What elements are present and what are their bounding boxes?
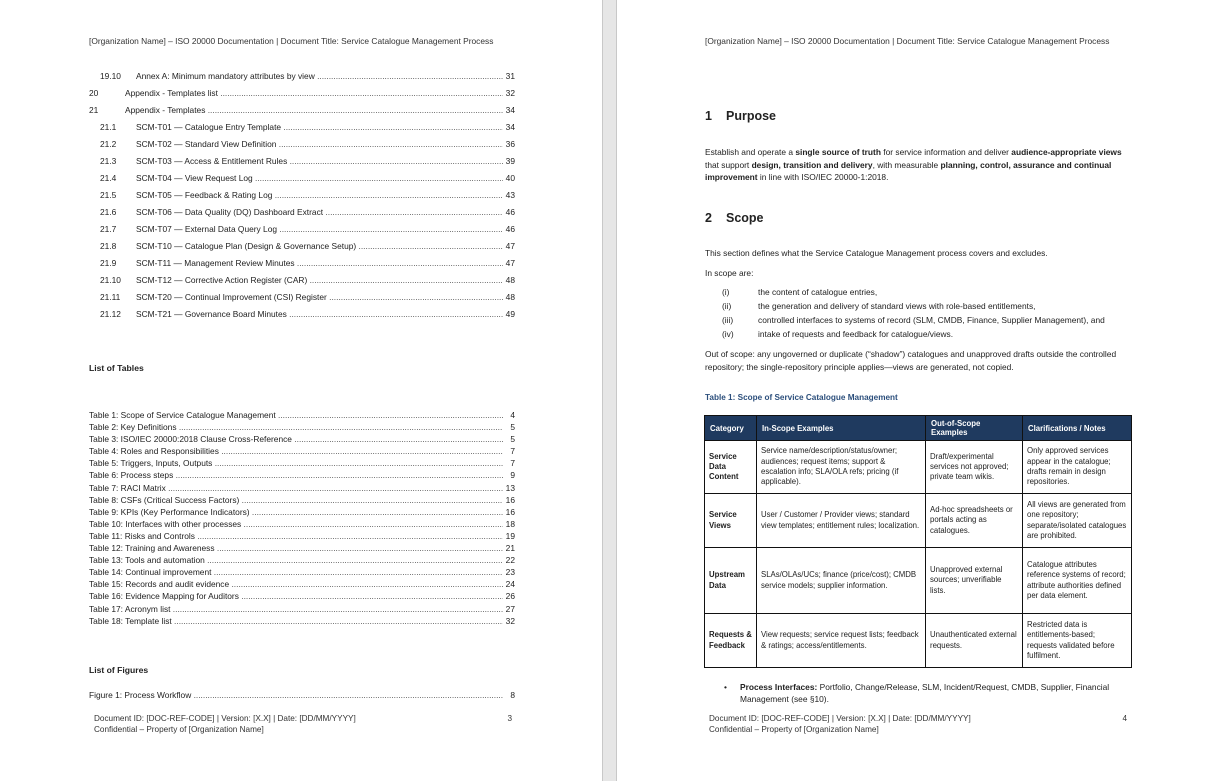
- table-entry-label: Table 18: Template list .....: [89, 616, 503, 626]
- bullet-text: Portfolio, Change/Release, SLM, Incident/Request, CMDB, Supplier, Financial Management (see §10).: [740, 682, 1110, 704]
- page-header: [Organization Name] – ISO 20000 Documentation | Document Title: Service Catalogue Management Process: [705, 36, 1110, 46]
- heading-number: 1: [705, 109, 712, 123]
- scope-item-text: controlled interfaces to systems of record (SLM, CMDB, Finance, Supplier Management), and: [758, 315, 1105, 325]
- toc-page: 36: [505, 139, 515, 149]
- toc-label: Appendix - Templates list .....: [125, 88, 503, 98]
- scope-item-number: (ii): [722, 301, 732, 311]
- scope-item-number: (iv): [722, 329, 734, 339]
- table-entry[interactable]: [89, 531, 515, 543]
- table-entry-page: 32: [505, 615, 515, 626]
- toc-number: 21.5: [100, 190, 117, 200]
- toc-entry[interactable]: [89, 139, 515, 156]
- table-entry[interactable]: [89, 604, 515, 616]
- table-entry[interactable]: [89, 616, 515, 628]
- footer-confidential: Confidential – Property of [Organization Name]: [709, 725, 879, 734]
- toc-number: 19.10: [100, 71, 121, 81]
- table-entry[interactable]: [89, 495, 515, 507]
- toc-label: SCM-T12 — Corrective Action Register (CAR) .....: [136, 275, 503, 285]
- table-entry[interactable]: [89, 519, 515, 531]
- row-category: Requests & Feedback: [705, 614, 757, 668]
- toc-label: SCM-T02 — Standard View Definition .....: [136, 139, 503, 149]
- text: that support: [705, 159, 752, 170]
- page-footer: [709, 713, 1127, 735]
- table-cell: Unauthenticated external requests.: [926, 614, 1023, 668]
- scope-heading: [705, 211, 764, 225]
- toc-entry[interactable]: [89, 292, 515, 309]
- heading-number: 2: [705, 211, 712, 225]
- table-entry-page: 23: [505, 567, 515, 578]
- scope-item-number: (i): [722, 287, 730, 297]
- toc-page: 46: [505, 224, 515, 234]
- scope-item-text: the content of catalogue entries,: [758, 287, 878, 297]
- toc-page: 48: [505, 292, 515, 302]
- scope-item: [722, 314, 1142, 328]
- scope-item: [722, 300, 1142, 314]
- scope-item-text: intake of requests and feedback for catalogue/views.: [758, 329, 954, 339]
- bold-text: single source of truth: [795, 147, 881, 157]
- page-footer: [94, 713, 512, 735]
- table-cell: SLAs/OLAs/UCs; finance (price/cost); CMDB service models; supplier information.: [757, 548, 926, 614]
- toc-label: SCM-T20 — Continual Improvement (CSI) Register .....: [136, 292, 503, 302]
- page-4: [616, 0, 1218, 781]
- toc-label: SCM-T06 — Data Quality (DQ) Dashboard Extract .....: [136, 207, 503, 217]
- table-row: [705, 614, 1132, 668]
- table-cell: Service name/description/status/owner; audiences; request items; support & escalation info; SLA/OLA refs; pricing (if applicable).: [757, 441, 926, 494]
- toc-number: 21.11: [100, 292, 121, 302]
- table-entry[interactable]: [89, 591, 515, 603]
- toc-label: SCM-T01 — Catalogue Entry Template .....: [136, 122, 503, 132]
- table-entry-label: Table 3: ISO/IEC 20000:2018 Clause Cross-Reference .....: [89, 434, 503, 444]
- table-entry-page: 5: [510, 434, 515, 445]
- footer-confidential: Confidential – Property of [Organization Name]: [94, 725, 264, 734]
- toc-number: 21.6: [100, 207, 117, 217]
- table-entry-label: Table 4: Roles and Responsibilities .....: [89, 446, 503, 456]
- figure-entry-page: 8: [510, 690, 515, 700]
- page-header: [Organization Name] – ISO 20000 Documentation | Document Title: Service Catalogue Management Process: [89, 36, 494, 46]
- toc-entry[interactable]: [89, 156, 515, 173]
- table-entry-label: Table 8: CSFs (Critical Success Factors) .....: [89, 495, 503, 505]
- text: , with measurable: [872, 159, 941, 170]
- scope-intro: This section defines what the Service Catalogue Management process covers and excludes.: [705, 248, 1048, 258]
- scope-item: [722, 328, 1142, 342]
- toc-page: 39: [505, 156, 515, 166]
- toc-label: SCM-T21 — Governance Board Minutes .....: [136, 309, 503, 319]
- toc-page: 47: [505, 241, 515, 251]
- table-cell: Ad-hoc spreadsheets or portals acting as catalogues.: [926, 494, 1023, 548]
- page-number: 3: [507, 714, 512, 723]
- toc-page: 40: [505, 173, 515, 183]
- scope-item: [722, 286, 1142, 300]
- table-entry-label: Table 2: Key Definitions .....: [89, 422, 503, 432]
- toc-entry[interactable]: [89, 224, 515, 241]
- toc-entry[interactable]: [89, 71, 515, 88]
- toc-number: 21.12: [100, 309, 121, 319]
- toc-label: SCM-T07 — External Data Query Log .....: [136, 224, 503, 234]
- page-number: 4: [1122, 714, 1127, 723]
- toc-page: 49: [505, 309, 515, 319]
- list-of-figures-heading: List of Figures: [89, 665, 149, 675]
- out-of-scope-text: Out of scope: any ungoverned or duplicate (“shadow”) catalogues and unapproved drafts outside the controlled repository; the single-repository principle applies—views are generated, not copied.: [705, 349, 1117, 372]
- toc-entry[interactable]: [89, 190, 515, 207]
- table-entry-page: 26: [505, 591, 515, 602]
- text: in line with ISO/IEC 20000-1:2018.: [757, 172, 889, 183]
- column-header: Out-of-Scope Examples: [926, 416, 1023, 441]
- toc-entry[interactable]: [89, 105, 515, 122]
- table-entry-page: 16: [505, 494, 515, 505]
- table-cell: Catalogue attributes reference systems of record; attribute authorities defined per data element.: [1023, 548, 1132, 614]
- figure-entry-label: Figure 1: Process Workflow .....: [89, 690, 503, 700]
- table-entry-page: 21: [505, 543, 515, 554]
- toc-page: 34: [505, 122, 515, 132]
- toc-number: 21.1: [100, 122, 117, 132]
- table-entry-label: Table 16: Evidence Mapping for Auditors .....: [89, 591, 503, 601]
- table-entry-label: Table 1: Scope of Service Catalogue Management .....: [89, 410, 503, 420]
- toc-page: 32: [505, 88, 515, 98]
- table-entry-label: Table 15: Records and audit evidence .....: [89, 579, 503, 589]
- bullet-label: Process Interfaces:: [740, 682, 818, 692]
- toc-page: 31: [505, 71, 515, 81]
- table-entry[interactable]: [89, 446, 515, 458]
- table-entry-label: Table 9: KPIs (Key Performance Indicators) .....: [89, 507, 503, 517]
- bold-text: audience-appropriate views: [1011, 147, 1122, 157]
- text: for service information and deliver: [880, 147, 1012, 157]
- table-entry[interactable]: [89, 567, 515, 579]
- column-header: Clarifications / Notes: [1023, 416, 1132, 441]
- toc-number: 21: [89, 105, 99, 115]
- table-of-contents: [89, 71, 515, 326]
- table-cell: Restricted data is entitlements-based; requests validated before fulfilment.: [1023, 614, 1132, 668]
- table-entry[interactable]: [89, 543, 515, 555]
- toc-page: 47: [505, 258, 515, 268]
- toc-label: SCM-T05 — Feedback & Rating Log .....: [136, 190, 503, 200]
- table-entry[interactable]: [89, 458, 515, 470]
- table-entry-label: Table 6: Process steps .....: [89, 470, 503, 480]
- table-entry-page: 24: [505, 579, 515, 590]
- bullet-icon: •: [724, 682, 727, 692]
- table-entry-label: Table 5: Triggers, Inputs, Outputs .....: [89, 458, 503, 468]
- table-entry-label: Table 13: Tools and automation .....: [89, 555, 503, 565]
- toc-number: 21.3: [100, 156, 117, 166]
- table-entry-label: Table 12: Training and Awareness .....: [89, 543, 503, 553]
- toc-entry[interactable]: [89, 88, 515, 105]
- footer-doc-info: Document ID: [DOC-REF-CODE] | Version: [X.X] | Date: [DD/MM/YYYY]: [709, 714, 971, 723]
- list-of-tables: [89, 410, 515, 628]
- table-entry[interactable]: [89, 507, 515, 519]
- row-category: Upstream Data: [705, 548, 757, 614]
- table-row: [705, 441, 1132, 494]
- table-entry-page: 18: [505, 518, 515, 529]
- column-header: Category: [705, 416, 757, 441]
- in-scope-label: In scope are:: [705, 268, 754, 278]
- table-entry-page: 19: [505, 530, 515, 541]
- table-entry[interactable]: [89, 555, 515, 567]
- scope-item-number: (iii): [722, 315, 734, 325]
- bold-text: design, transition and delivery: [751, 159, 873, 170]
- toc-label: SCM-T04 — View Request Log .....: [136, 173, 503, 183]
- scope-item-text: the generation and delivery of standard views with role-based entitlements,: [758, 301, 1036, 311]
- table-entry-page: 22: [505, 555, 515, 566]
- toc-entry[interactable]: [89, 173, 515, 190]
- table-entry-page: 4: [510, 410, 515, 420]
- table-cell: View requests; service request lists; feedback & ratings; access/entitlements.: [757, 614, 926, 668]
- scope-table: [704, 415, 1132, 668]
- table-cell: Unapproved external sources; unverifiable lists.: [926, 548, 1023, 614]
- list-of-figures: [89, 690, 515, 702]
- table-entry-page: 13: [505, 482, 515, 493]
- purpose-text: [705, 146, 1131, 184]
- toc-number: 21.4: [100, 173, 117, 183]
- toc-page: 48: [505, 275, 515, 285]
- toc-label: SCM-T10 — Catalogue Plan (Design & Governance Setup) .....: [136, 241, 503, 251]
- table-cell: Only approved services appear in the catalogue; drafts remain in design repositories.: [1023, 441, 1132, 494]
- toc-entry[interactable]: [89, 309, 515, 326]
- figure-entry[interactable]: [89, 690, 515, 702]
- table-entry[interactable]: [89, 470, 515, 482]
- table-entry[interactable]: [89, 434, 515, 446]
- toc-number: 21.2: [100, 139, 117, 149]
- table-entry[interactable]: [89, 483, 515, 495]
- toc-label: Annex A: Minimum mandatory attributes by view .....: [136, 71, 503, 81]
- toc-page: 34: [505, 105, 515, 115]
- table-entry-page: 7: [510, 446, 515, 457]
- toc-label: SCM-T11 — Management Review Minutes .....: [136, 258, 503, 268]
- table-entry-page: 27: [505, 603, 515, 614]
- bold-text: planning, control, assurance and continual improvement: [705, 159, 1112, 183]
- toc-label: Appendix - Templates .....: [125, 105, 503, 115]
- process-interfaces-bullet: [724, 682, 1140, 705]
- toc-page: 46: [505, 207, 515, 217]
- toc-number: 21.7: [100, 224, 117, 234]
- table-entry[interactable]: [89, 579, 515, 591]
- table-cell: User / Customer / Provider views; standard view templates; entitlement rules; localization.: [757, 494, 926, 548]
- table-entry-page: 16: [505, 506, 515, 517]
- table-entry[interactable]: [89, 410, 515, 422]
- purpose-heading: [705, 109, 776, 123]
- row-category: Service Data Content: [705, 441, 757, 494]
- toc-number: 21.10: [100, 275, 121, 285]
- toc-entry[interactable]: [89, 275, 515, 292]
- table-cell: All views are generated from one repository; separate/isolated catalogues are prohibited.: [1023, 494, 1132, 548]
- toc-entry[interactable]: [89, 258, 515, 275]
- toc-number: 21.8: [100, 241, 117, 251]
- table-entry-page: 9: [510, 470, 515, 481]
- toc-number: 20: [89, 88, 99, 98]
- table-entry[interactable]: [89, 422, 515, 434]
- column-header: In-Scope Examples: [757, 416, 926, 441]
- page-3: [0, 0, 603, 781]
- heading-title: Purpose: [726, 109, 777, 123]
- table-header-row: [705, 416, 1132, 441]
- table-entry-label: Table 11: Risks and Controls .....: [89, 531, 503, 541]
- table-entry-page: 5: [510, 422, 515, 433]
- table-entry-page: 7: [510, 458, 515, 469]
- toc-entry[interactable]: [89, 241, 515, 258]
- footer-doc-info: Document ID: [DOC-REF-CODE] | Version: [X.X] | Date: [DD/MM/YYYY]: [94, 714, 356, 723]
- toc-label: SCM-T03 — Access & Entitlement Rules .....: [136, 156, 503, 166]
- table-entry-label: Table 7: RACI Matrix .....: [89, 483, 503, 493]
- toc-number: 21.9: [100, 258, 117, 268]
- table-cell: Draft/experimental services not approved; private team wikis.: [926, 441, 1023, 494]
- table-caption: Table 1: Scope of Service Catalogue Management: [705, 393, 898, 402]
- toc-page: 43: [505, 190, 515, 200]
- table-entry-label: Table 10: Interfaces with other processes .....: [89, 519, 503, 529]
- table-entry-label: Table 17: Acronym list .....: [89, 604, 503, 614]
- row-category: Service Views: [705, 494, 757, 548]
- in-scope-list: [722, 286, 1142, 342]
- toc-entry[interactable]: [89, 207, 515, 224]
- list-of-tables-heading: List of Tables: [89, 363, 144, 373]
- toc-entry[interactable]: [89, 122, 515, 139]
- text: Establish and operate a: [705, 147, 796, 157]
- table-row: [705, 494, 1132, 548]
- table-entry-label: Table 14: Continual improvement .....: [89, 567, 503, 577]
- table-row: [705, 548, 1132, 614]
- heading-title: Scope: [726, 211, 764, 225]
